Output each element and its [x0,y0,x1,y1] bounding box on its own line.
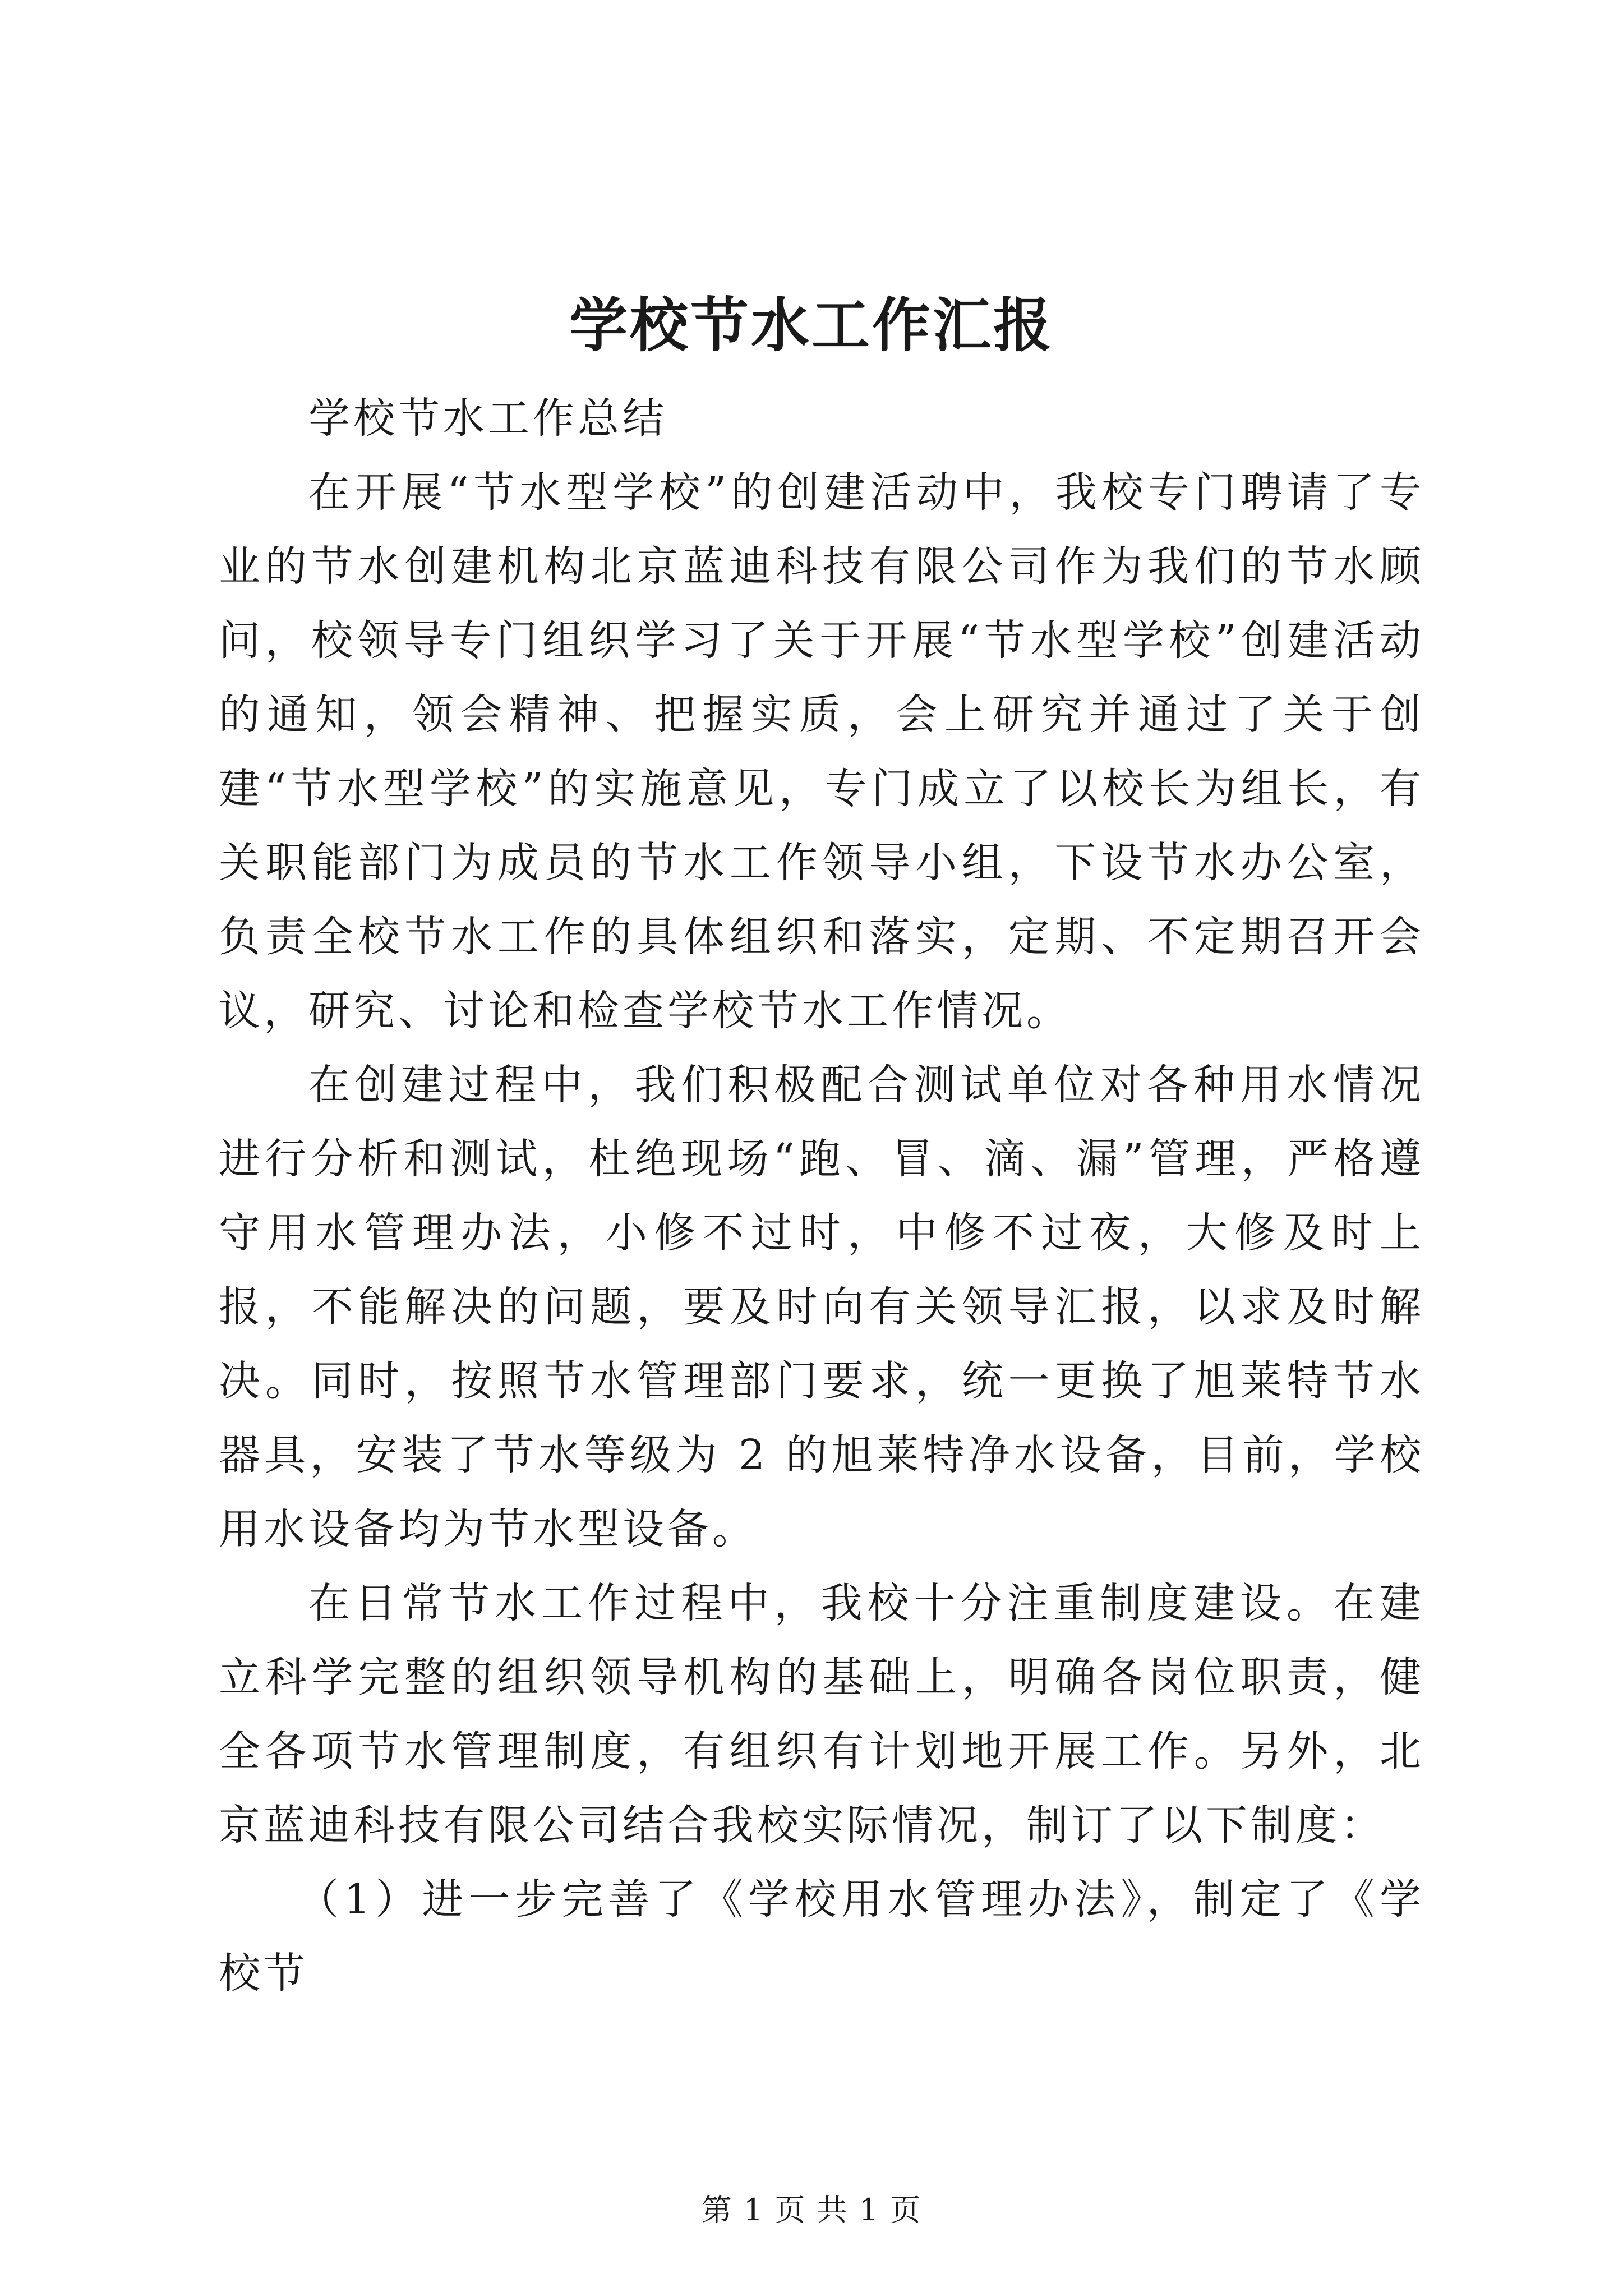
document-body [219,381,1424,2010]
paragraph-1: 在开展“节水型学校”的创建活动中，我校专门聘请了专业的节水创建机构北京蓝迪科技有限公司作为我们的节水顾问，校领导专门组织学习了关于开展“节水型学校”创建活动的通知，领会精神、把握实质，会上研究并通过了关于创建“节水型学校”的实施意见，专门成立了以校长为组长，有关职能部门为成员的节水工作领导小组，下设节水办公室，负责全校节水工作的具体组织和落实，定期、不定期召开会议，研究、讨论和检查学校节水工作情况。 [219,468,1424,1035]
paragraph-4: （1）进一步完善了《学校用水管理办法》，制定了《学校节 [219,1875,1424,1998]
paragraph-subtitle: 学校节水工作总结 [308,394,667,443]
document-title: 学校节水工作汇报 [569,291,1054,360]
paragraph-3: 在日常节水工作过程中，我校十分注重制度建设。在建立科学完整的组织领导机构的基础上，明确各岗位职责，健全各项节水管理制度，有组织有计划地开展工作。另外，北京蓝迪科技有限公司结合我校实际情况，制订了以下制度： [219,1579,1424,1849]
page-footer: 第 1 页 共 1 页 [701,2192,922,2228]
paragraph-2: 在创建过程中，我们积极配合测试单位对各种用水情况进行分析和测试，杜绝现场“跑、冒、滴、漏”管理，严格遵守用水管理办法，小修不过时，中修不过夜，大修及时上报，不能解决的问题，要及时向有关领导汇报，以求及时解决。同时，按照节水管理部门要求，统一更换了旭莱特节水器具，安装了节水等级为 2 的旭莱特净水设备，目前，学校用水设备均为节水型设备。 [219,1061,1424,1553]
